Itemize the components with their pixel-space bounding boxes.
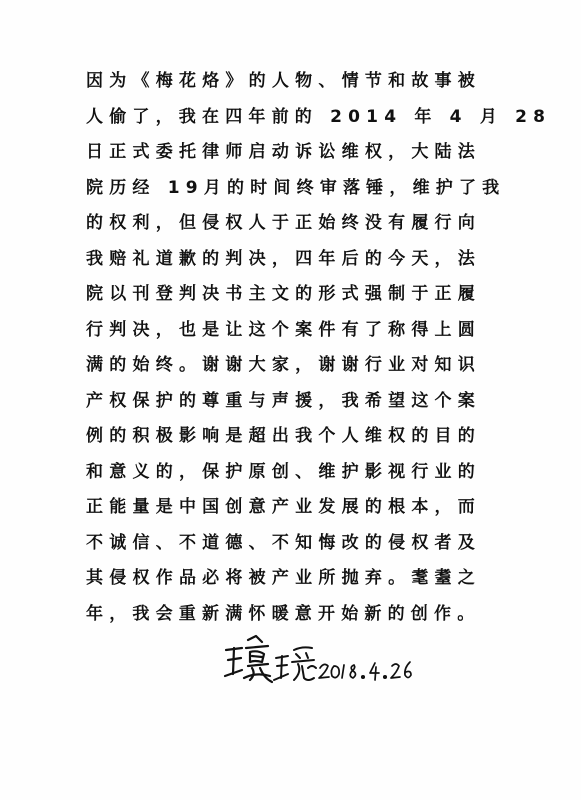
letter-line: 和意义的，保护原创、维护影视行业的: [86, 461, 481, 482]
letter-line: 我赔礼道歉的判决，四年后的今天，法: [86, 248, 481, 269]
signature-image: [222, 628, 422, 698]
letter-line: 的权利，但侵权人于正始终没有履行向: [86, 213, 481, 233]
letter-line: 院历经 19月的时间终审落锤，维护了我: [86, 177, 506, 198]
letter-line: 日正式委托律师启动诉讼维权，大陆法: [86, 142, 481, 162]
letter-line: 其侵权作品必将被产业所抛弃。耄耋之: [86, 568, 481, 588]
letter-body: [86, 64, 552, 632]
letter-line: 满的始终。谢谢大家，谢谢行业对知识: [86, 355, 481, 375]
letter-line: 例的积极影响是超出我个人维权的目的: [86, 426, 481, 446]
letter-line: 人偷了，我在四年前的 2014 年 4 月 28: [86, 106, 552, 127]
letter-line: 因为《梅花烙》的人物、情节和故事被: [86, 71, 481, 91]
letter-line: 院以刊登判决书主文的形式强制于正履: [86, 284, 481, 304]
letter-line: 不诚信、不道德、不知悔改的侵权者及: [86, 532, 481, 553]
handwritten-signature: [222, 628, 422, 698]
letter-line: 正能量是中国创意产业发展的根本，而: [86, 497, 481, 517]
letter-line: 年，我会重新满怀暖意开始新的创作。: [86, 603, 481, 624]
letter-line: 行判决，也是让这个案件有了称得上圆: [86, 319, 481, 340]
letter-line: 产权保护的尊重与声援，我希望这个案: [86, 390, 481, 411]
